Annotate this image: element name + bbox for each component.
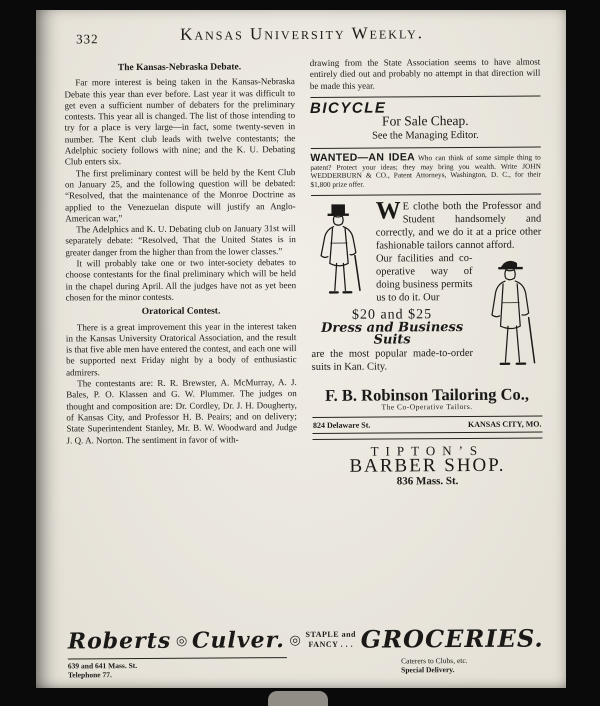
tailor-p1-text: E clothe both the Professor and Student handsomely and correctly, and we do it at a price other fashionable tailors cannot afford. xyxy=(375,200,542,252)
bicycle-ad-line1: For Sale Cheap. xyxy=(381,113,469,129)
article-paragraph: There is a great improvement this year in the interest taken in the Kansas University Oratorical Association, and the result is that five able men have entered the contest, and each one will be supported next Friday night by a body of enthusiastic admirers. xyxy=(65,320,297,378)
tailoring-ad xyxy=(311,197,543,434)
divider xyxy=(311,194,542,196)
article-paragraph: The contestants are: R. R. Brewster, A. McMurray, A. J. Bales, P. O. Klassen and G. W. Plummer. The judges on thought and composition are: Dr. Cordley, Dr. J. H. Dougherty, of Kansas City, and Professor H. B. Peairs; and on delivery; State Superintendent Stanley, Mr. B. W. Woodward and Judge J. Q. A. Norton. The sentiment in favor of with- xyxy=(66,377,297,445)
article-paragraph: The Adelphics and K. U. Debating club on January 31st will separately debate: “Resolved, That the United States is in greater danger from the higher than from the lower classes.” xyxy=(65,223,296,258)
footer-details-row xyxy=(68,656,544,680)
article-paragraph: It will probably take one or two inter-society debates to choose contestants for the final preliminary which will be held in the chapel during April. All the judges have not as yet been chosen for the minor contests. xyxy=(65,257,297,303)
tailor-address-row xyxy=(312,415,543,434)
page-content xyxy=(64,23,544,680)
barber-type: BARBER SHOP. xyxy=(349,454,506,477)
tailor-paragraph-3: are the most popular made-to-order suits in Kan. City. xyxy=(311,347,474,373)
bicycle-ad-line2: See the Managing Editor. xyxy=(372,130,479,143)
tailor-city: KANSAS CITY, MO. xyxy=(467,419,542,429)
footer-left-details xyxy=(68,657,287,679)
gentleman-illustration-right xyxy=(479,254,542,382)
barber-name: TIPTON’S xyxy=(370,442,485,459)
wanted-ad-body: Who can think of some simple thing to patent? Protect your ideas; they may bring you wealth. Write JOHN WEDDERBURN & CO., Patent Attorneys, Washington, D. C., for their $1,800 prize offer. xyxy=(310,152,541,190)
masthead-title: Kansas University Weekly. xyxy=(180,23,425,44)
bicycle-ad xyxy=(310,101,541,142)
right-column xyxy=(310,57,543,493)
footer-right-details xyxy=(401,656,544,678)
drop-cap: W xyxy=(375,197,401,225)
grocer-name-1: Roberts xyxy=(67,627,172,654)
gentleman-illustration-left xyxy=(311,201,370,301)
bicycle-ad-title: BICYCLE xyxy=(309,99,387,117)
grocer-note-2: Special Delivery. xyxy=(401,665,455,675)
divider xyxy=(312,437,543,439)
ornament-icon: ◎ xyxy=(289,631,301,647)
columns xyxy=(64,57,543,615)
grocer-address: 639 and 641 Mass. St. xyxy=(67,661,138,671)
gentleman-top-hat-icon xyxy=(311,201,370,301)
article-continuation: drawing from the State Association seems to have almost entirely died out and probably no attempt in that direction will be made this year. xyxy=(309,56,541,91)
footer-mid-line2: FANCY . . . xyxy=(308,639,354,649)
groceries-title: GROCERIES. xyxy=(360,623,544,654)
wanted-ad-title: WANTED—AN IDEA xyxy=(310,151,416,164)
left-column xyxy=(64,58,297,446)
footer-middle-text xyxy=(306,630,357,649)
newspaper-page xyxy=(36,10,566,688)
ornament-icon: ◎ xyxy=(175,632,188,648)
grocer-name-2: Culver. xyxy=(191,626,285,654)
tailor-street: 824 Delaware St. xyxy=(312,420,371,430)
tailor-prices: $20 and $25 xyxy=(351,307,433,323)
scanner-thumb xyxy=(268,691,328,706)
grocer-phone: Telephone 77. xyxy=(67,670,112,680)
tailor-tagline: The Co-Operative Tailors. xyxy=(381,402,473,412)
article-paragraph: Far more interest is being taken in the Kansas-Nebraska Debate this year than ever before. Last year it was difficult to get even a sufficient number of debaters for the preliminary contests. This year all is changed. The list of those intending to try for a place is very large—in fact, some twenty-seven in number. The Kent club leads with twelve contestants; the Adelphic society follows with nine; and the K. U. Debating Club enters six. xyxy=(64,76,296,167)
gentleman-cap-icon xyxy=(479,254,542,382)
divider xyxy=(310,146,541,148)
tailor-suits-line: Dress and Business Suits xyxy=(321,320,464,348)
footer-names-row xyxy=(68,624,544,656)
divider xyxy=(310,95,541,97)
tailor-company-name: F. B. Robinson Tailoring Co., xyxy=(325,384,530,405)
article-heading-oratorical: Oratorical Contest. xyxy=(141,306,221,318)
tailor-paragraph-2: Our facilities and co-operative way of doing business permits us to do it. Our xyxy=(375,252,473,304)
wanted-idea-ad xyxy=(310,152,541,190)
grocery-footer-ad xyxy=(68,620,544,680)
article-paragraph: The first preliminary contest will be held by the Kent Club on January 25, and the following question will be debated: “Resolved, that the maintenance of the Monroe Doctrine as applied to the Venezuelan dispute will justify an Anglo-American war,” xyxy=(64,166,296,224)
footer-mid-line1: STAPLE and xyxy=(305,629,356,639)
article-heading-debate: The Kansas-Nebraska Debate. xyxy=(117,62,242,74)
page-header xyxy=(64,23,540,54)
barber-shop-ad xyxy=(312,444,543,488)
page-number: 332 xyxy=(76,31,99,47)
barber-address: 836 Mass. St. xyxy=(396,475,459,488)
grocer-note-1: Caterers to Clubs, etc. xyxy=(401,656,468,666)
